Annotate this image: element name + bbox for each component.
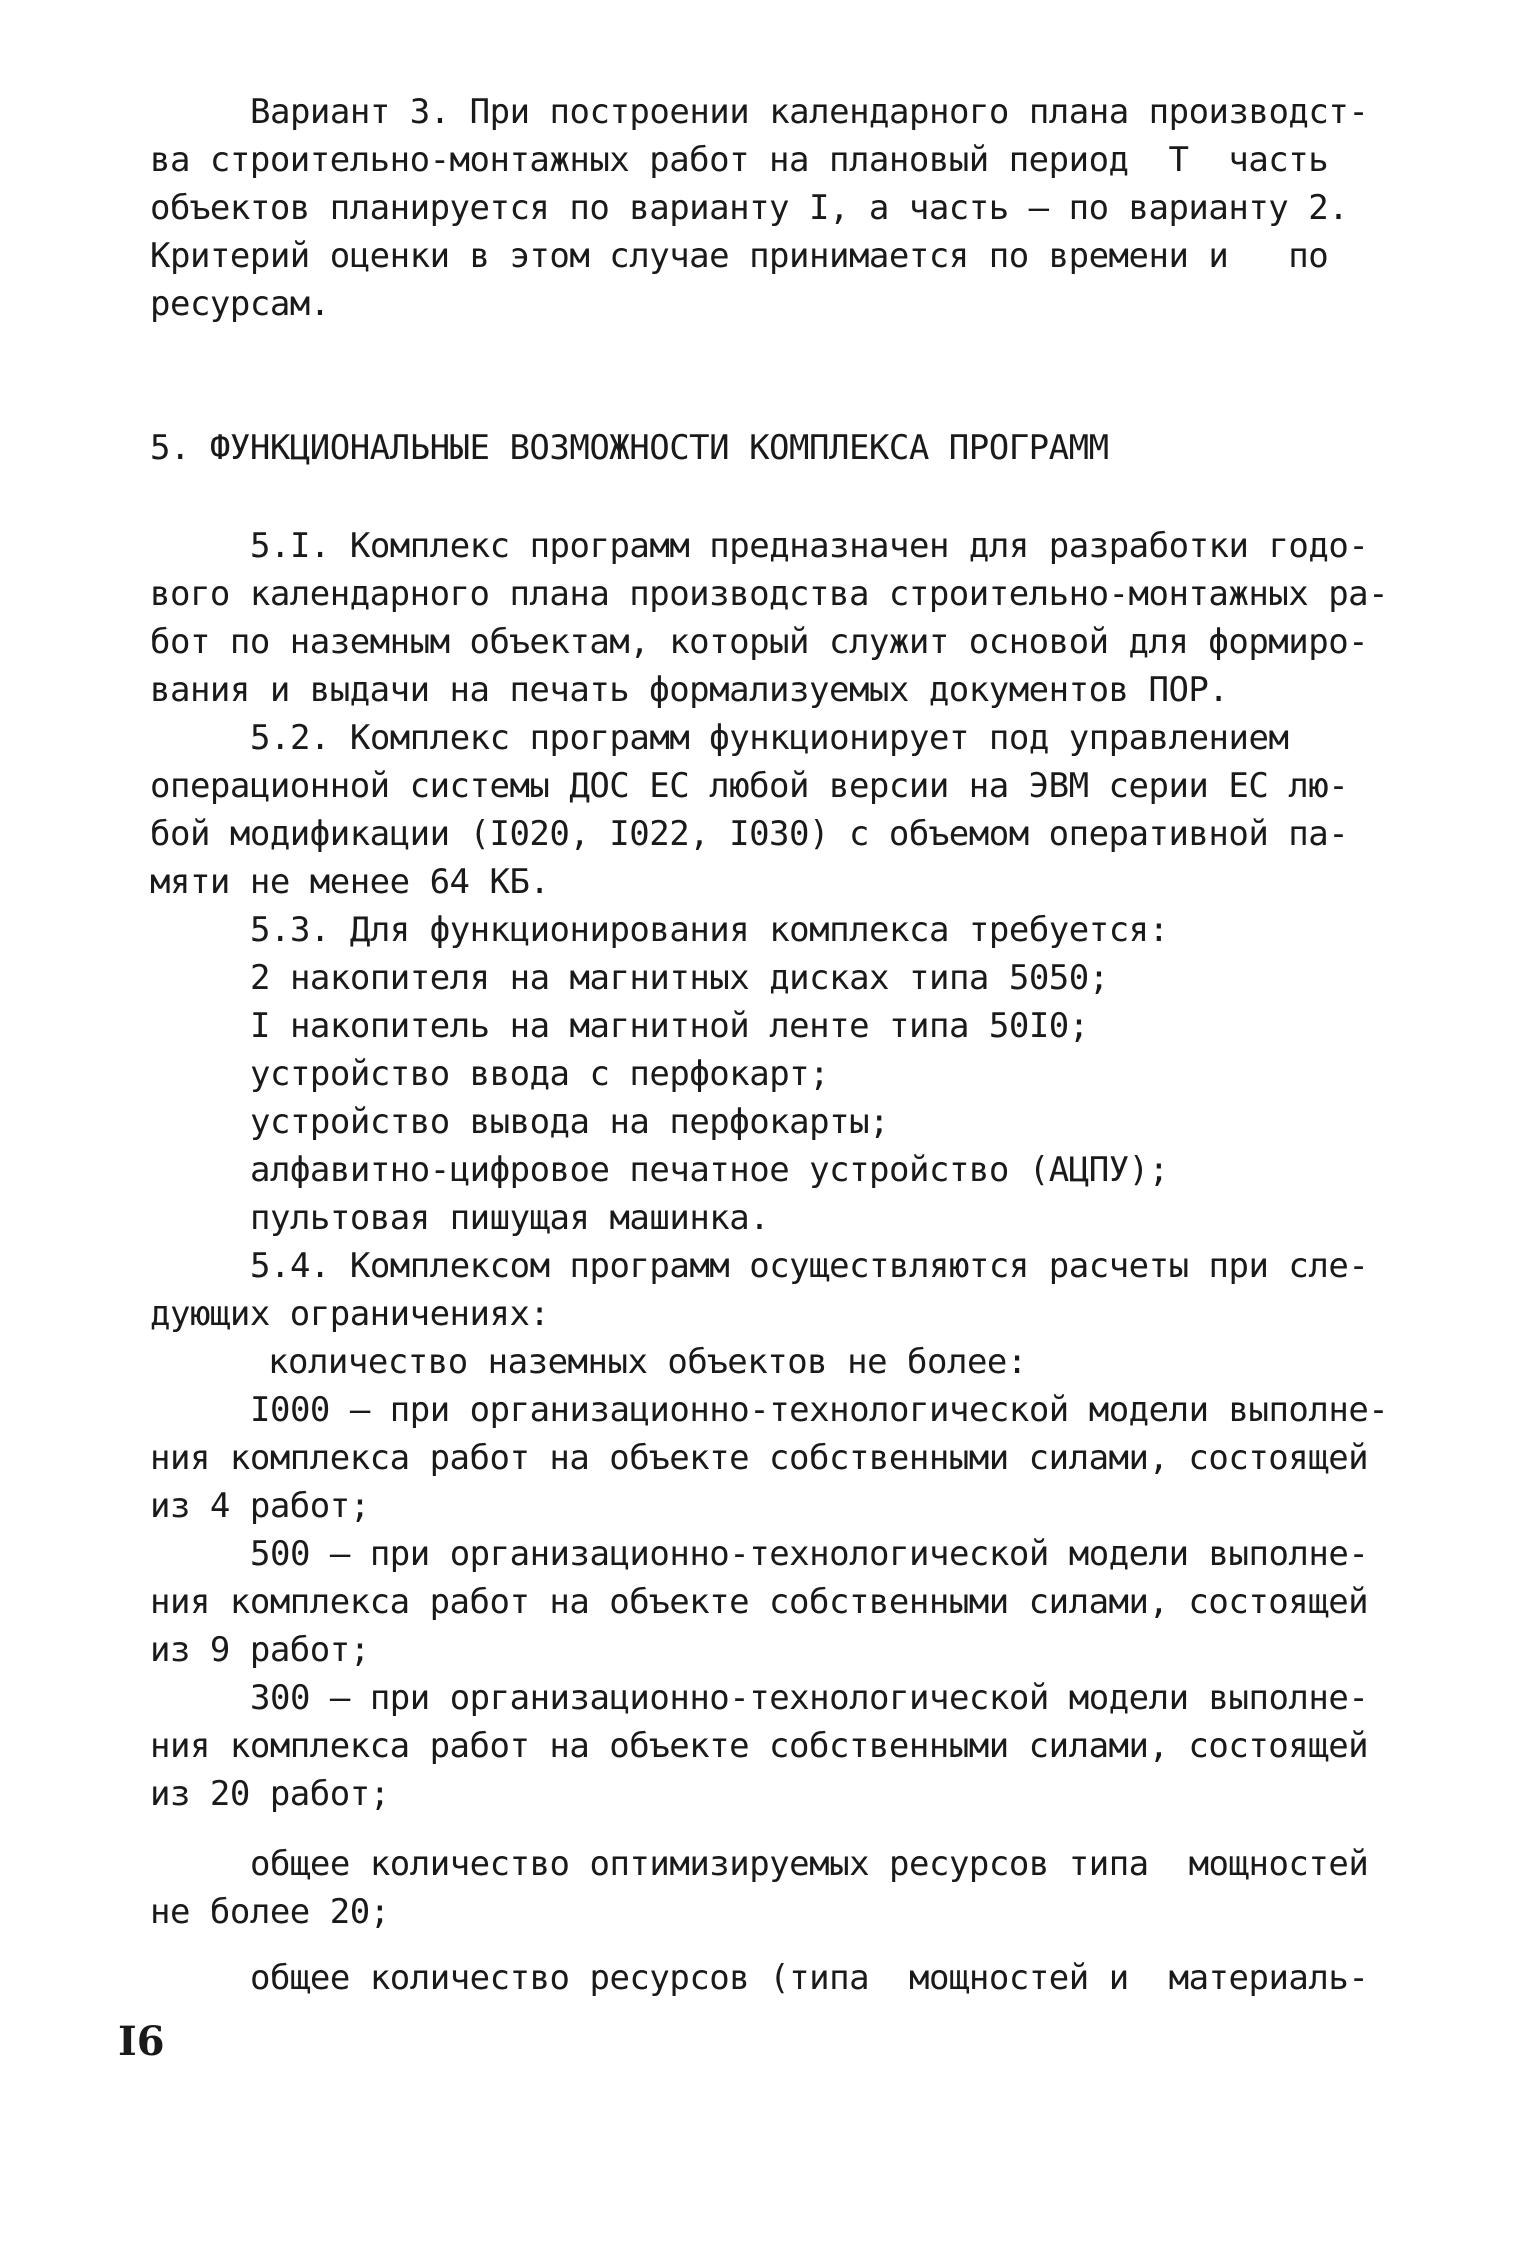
body-line: операционной системы ДОС ЕС любой версии на ЭВМ серии ЕС лю- [150, 766, 1349, 806]
variant-line: объектов планируется по варианту I, а часть – по варианту 2. [150, 188, 1349, 228]
body-line: общее количество ресурсов (типа мощностей и материаль- [250, 1958, 1369, 1998]
body-line: 500 – при организационно-технологической модели выполне- [250, 1534, 1369, 1574]
body-line: количество наземных объектов не более: [268, 1342, 1027, 1382]
body-line: I000 – при организационно-технологической модели выполне- [250, 1390, 1389, 1430]
body-line: мяти не менее 64 КБ. [150, 862, 550, 902]
body-line: не более 20; [150, 1892, 390, 1932]
body-line: 2 накопителя на магнитных дисках типа 5050; [250, 958, 1109, 998]
body-line: ния комплекса работ на объекте собственными силами, состоящей [150, 1582, 1369, 1622]
variant-line: Критерий оценки в этом случае принимается по времени и по [150, 236, 1329, 276]
body-line: из 20 работ; [150, 1774, 390, 1814]
body-line: общее количество оптимизируемых ресурсов типа мощностей [250, 1844, 1369, 1884]
body-line: из 9 работ; [150, 1630, 370, 1670]
body-line: 5.I. Комплекс программ предназначен для разработки годо- [250, 526, 1369, 566]
body-line: вания и выдачи на печать формализуемых документов ПОР. [150, 670, 1229, 710]
body-line: вого календарного плана производства строительно-монтажных ра- [150, 574, 1389, 614]
body-line: из 4 работ; [150, 1486, 370, 1526]
body-line: I накопитель на магнитной ленте типа 50I0; [250, 1006, 1089, 1046]
body-line: ния комплекса работ на объекте собственными силами, состоящей [150, 1438, 1369, 1478]
body-line: дующих ограничениях: [150, 1294, 550, 1334]
body-line: 5.4. Комплексом программ осуществляются расчеты при сле- [250, 1246, 1369, 1286]
variant-line: ва строительно-монтажных работ на плановый период T часть [150, 140, 1329, 180]
body-line: алфавитно-цифровое печатное устройство (АЦПУ); [250, 1150, 1169, 1190]
body-line: 5.2. Комплекс программ функционирует под управлением [250, 718, 1289, 758]
section-heading: 5. ФУНКЦИОНАЛЬНЫЕ ВОЗМОЖНОСТИ КОМПЛЕКСА ПРОГРАММ [150, 428, 1109, 468]
variant-line: Вариант 3. При построении календарного плана производст- [250, 92, 1369, 132]
body-line: устройство ввода с перфокарт; [250, 1054, 830, 1094]
body-line: 300 – при организационно-технологической модели выполне- [250, 1678, 1369, 1718]
body-line: ния комплекса работ на объекте собственными силами, состоящей [150, 1726, 1369, 1766]
page-number: I6 [118, 2018, 165, 2065]
variant-line: ресурсам. [150, 284, 330, 324]
body-line: пультовая пишущая машинка. [250, 1198, 770, 1238]
body-line: бой модификации (I020, I022, I030) с объемом оперативной па- [150, 814, 1349, 854]
body-line: устройство вывода на перфокарты; [250, 1102, 890, 1142]
body-line: бот по наземным объектам, который служит основой для формиро- [150, 622, 1369, 662]
body-line: 5.3. Для функционирования комплекса требуется: [250, 910, 1169, 950]
